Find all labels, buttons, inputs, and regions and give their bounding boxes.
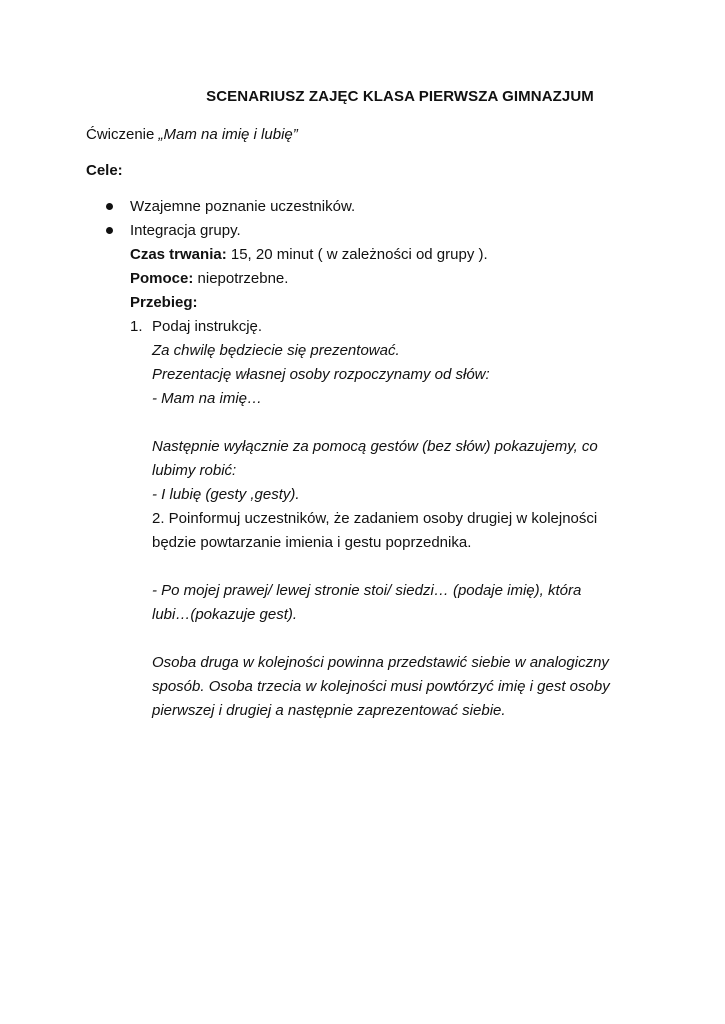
duration-label: Czas trwania:: [130, 246, 227, 263]
instruction-line: - I lubię (gesty ,gesty).: [152, 486, 300, 503]
aids-line: [130, 269, 288, 289]
goals-heading: Cele:: [86, 162, 123, 179]
instruction-line: pierwszej i drugiej a następnie zaprezentować siebie.: [152, 702, 506, 719]
aids-value: niepotrzebne.: [193, 270, 289, 287]
instruction-line: lubi…(pokazuje gest).: [152, 606, 298, 623]
course-heading: Przebieg:: [130, 294, 198, 311]
instruction-line: - Po mojej prawej/ lewej stronie stoi/ siedzi… (podaje imię), która: [152, 582, 582, 599]
duration-line: [130, 245, 488, 265]
bullet-icon: [106, 227, 113, 234]
bullet-item-2: Integracja grupy.: [130, 222, 241, 239]
aids-label: Pomoce:: [130, 270, 194, 287]
instruction-line: lubimy robić:: [152, 462, 237, 479]
instruction-line: sposób. Osoba trzecia w kolejności musi powtórzyć imię i gest osoby: [152, 678, 610, 695]
document-title: SCENARIUSZ ZAJĘC KLASA PIERWSZA GIMNAZJUM: [206, 88, 594, 105]
instruction-line: Osoba druga w kolejności powinna przedstawić siebie w analogiczny: [152, 654, 609, 671]
step-2-line: będzie powtarzanie imienia i gestu poprzednika.: [152, 534, 472, 551]
duration-value: 15, 20 minut ( w zależności od grupy ).: [226, 246, 488, 263]
instruction-line: Prezentację własnej osoby rozpoczynamy od słów:: [152, 366, 490, 383]
bullet-item-1: Wzajemne poznanie uczestników.: [130, 198, 356, 215]
bullet-icon: [106, 203, 113, 210]
exercise-name: „Mam na imię i lubię”: [158, 126, 298, 143]
exercise-line: [86, 125, 298, 145]
instruction-line: - Mam na imię…: [152, 390, 263, 407]
instruction-line: Następnie wyłącznie za pomocą gestów (bez słów) pokazujemy, co: [152, 438, 598, 455]
exercise-label: Ćwiczenie: [86, 126, 159, 143]
step-2-line: 2. Poinformuj uczestników, że zadaniem osoby drugiej w kolejności: [152, 510, 598, 527]
instruction-line: Za chwilę będziecie się prezentować.: [152, 342, 400, 359]
step-1-number: 1.: [130, 318, 143, 335]
step-1-text: Podaj instrukcję.: [152, 318, 263, 335]
